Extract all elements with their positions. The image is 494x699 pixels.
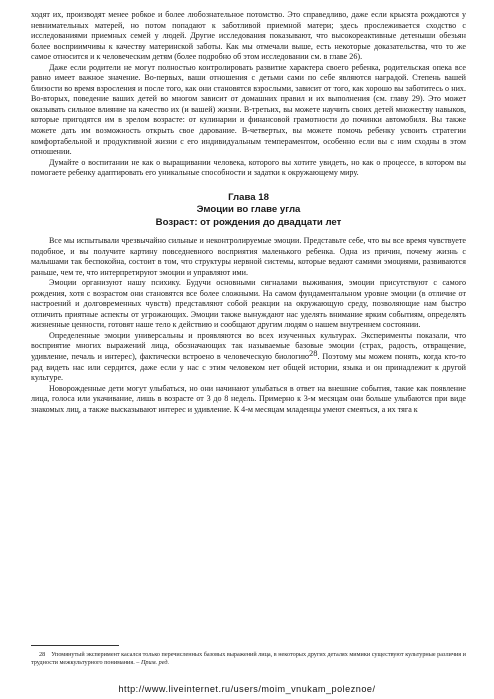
source-url-watermark: http://www.liveinternet.ru/users/moim_vnukam_poleznoe/ xyxy=(118,684,376,694)
footnote-reference[interactable]: 28 xyxy=(309,347,318,358)
paragraph-upbringing: Думайте о воспитании не как о выращивании человека, которого вы хотите увидеть, но как о процессе, в котором вы помогаете ребенку адаптировать его уникальные способности и задатки к окружающему миру. xyxy=(31,157,466,178)
paragraph-newborn-smiles: Новорожденные дети могут улыбаться, но они начинают улыбаться в ответ на внешние события, такие как появление лица, голоса или укачивание, лишь в возрасте от 3 до 8 недель. Примерно к 3-м месяцам они больше улыбаются при виде знакомых лиц, а также высказывают интерес и удивление. К 4-м месяцам младенцы умеют смеяться, а их тяга к xyxy=(31,383,466,414)
universal-text-after: . Поэтому мы можем понять, когда кто-то рад видеть нас или сердится, даже если у нас с этим человеком нет общей истории, языка и он принадлежит к другой культуре. xyxy=(31,351,466,383)
footnote-editor-note: Прим. ред. xyxy=(140,659,170,667)
footnote xyxy=(31,651,466,668)
paragraph-parenting: Даже если родители не могут полностью контролировать развитие характера своего ребенка, родительская опека все равно имеет важное значение. Во-первых, ваши отношения с детьми сами по себе являются наградой. Степень вашей близости во время взросления и после того, как они становятся взрослыми, зависит от того, как хорошо вы заботитесь о них. Во-вторых, поведение ваших детей во многом зависит от домашних правил и их выполнения (см. главу 29). Это может оказывать сильное влияние на качество их (и вашей) жизни. В-третьих, вы можете научить своих детей множеству навыков, которые пригодятся им в зрелом возрасте: от кулинарии и финансовой грамотности до починки автомобиля. Вы также можете дать им возможность открыть свое дарование. В-четвертых, вы можете помочь ребенку усвоить стратегии комфортабельной и продуктивной жизни с его индивидуальным темпераментом, особенно если вы с ним сходны в этом отношении. xyxy=(31,62,466,157)
chapter-number: Глава 18 xyxy=(228,191,269,203)
chapter-title: Эмоции во главе угла xyxy=(196,204,301,216)
paragraph-emotions-organize: Эмоции организуют нашу психику. Будучи основными сигналами выживания, эмоции присутствуют с самого рождения, хотя с возрастом они становятся все более сложными. На самом фундаментальном уровне эмоции (в отличие от настроений и долговременных чувств) представляют собой реакции на окружающую среду, позволяющие нам быстро отличить приятные аспекты от угрожающих. Эмоции также вынуждают нас уделять внимание ярким событиям, определять жизненные ценности, готовят наше тело к действию и сообщают другим людям о нашем внутреннем состоянии. xyxy=(31,278,466,330)
paragraph-strong-emotions: Все мы испытывали чрезвычайно сильные и неконтролируемые эмоции. Представьте себе, что вы все время чувствуете подобное, и вы получите картину повседневного восприятия маленького ребенка. Одна из причин, почему жизнь с малышами так беспокойна, состоит в том, что структуры нервной системы, которые ведают самими эмоциями, развиваются раньше, чем те, что интерпретируют эмоции и управляют ими. xyxy=(31,235,466,277)
footnote-text: Упомянутый эксперимент касался только перечисленных базовых выражений лица, в некоторых других деталях мимики существуют культурные различия и трудности межкультурного понимания. – xyxy=(31,651,466,667)
chapter-heading xyxy=(31,192,466,229)
footnote-divider xyxy=(31,645,119,646)
paragraph-universal-emotions xyxy=(31,331,466,384)
chapter-subtitle: Возраст: от рождения до двадцати лет xyxy=(155,216,342,228)
universal-text-before: Определенные эмоции универсальны и проявляются во всех изученных культурах. Эксперименты показали, что восприятие многих выражений лица, обозначающих так называемые базовые эмоции (страх, радость, отвращение, удивление, печаль и интерес), фактически встроено в человеческую биологию xyxy=(31,330,466,361)
paragraph-offspring: ходят их, производят менее робкое и более любознательное потомство. Это справедливо, даже если крысята рождаются у невнимательных матерей, но потом попадают к заботливой приемной матери; здесь прослеживается сходство с исследованиями приемных семей у людей. Другие исследования показывают, что высокореактивные детеныши обезьян более восприимчивы к качеству материнской заботы. Как мы отмечали выше, есть некоторые доказательства, что то же самое относится и к человеческим детям (более подробно об этом исследовании см. в главе 26). xyxy=(31,10,466,62)
footnote-number: 28 xyxy=(39,651,46,658)
